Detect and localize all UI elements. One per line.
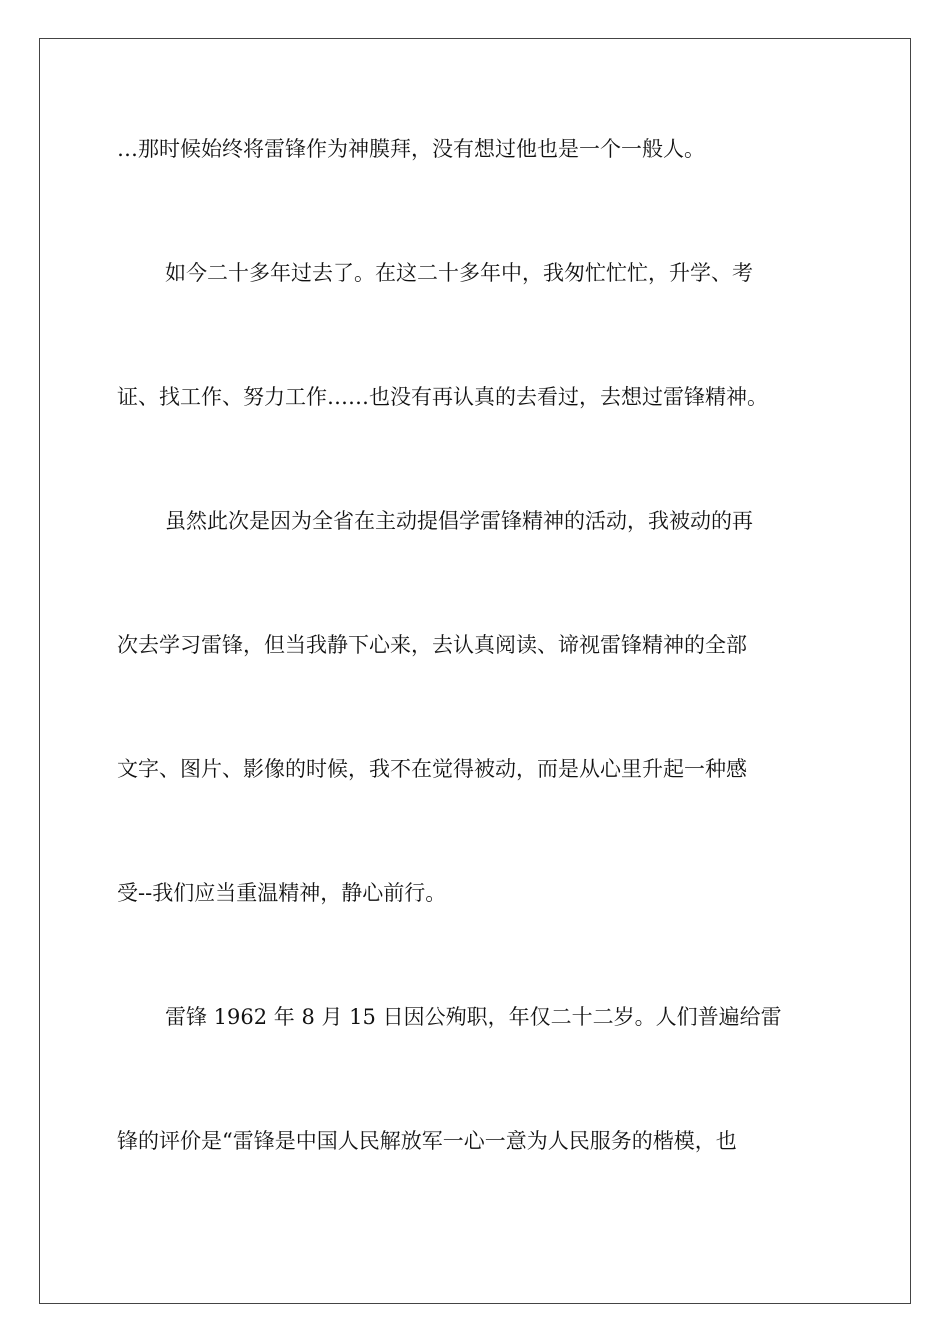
text-line-6: 文字、图片、影像的时候，我不在觉得被动，而是从心里升起一种感 <box>117 757 747 781</box>
text-line-3: 证、找工作、努力工作……也没有再认真的去看过，去想过雷锋精神。 <box>117 385 768 409</box>
text-line-7: 受--我们应当重温精神，静心前行。 <box>117 881 447 905</box>
text-line-1: …那时候始终将雷锋作为神膜拜，没有想过他也是一个一般人。 <box>117 137 705 161</box>
text-line-8: 雷锋 1962 年 8 月 15 日因公殉职，年仅二十二岁。人们普遍给雷 <box>165 1005 782 1029</box>
text-line-4: 虽然此次是因为全省在主动提倡学雷锋精神的活动，我被动的再 <box>165 509 753 533</box>
text-line-2: 如今二十多年过去了。在这二十多年中，我匆忙忙忙，升学、考 <box>165 261 753 285</box>
page-border <box>39 38 911 1304</box>
text-line-5: 次去学习雷锋，但当我静下心来，去认真阅读、谛视雷锋精神的全部 <box>117 633 747 657</box>
text-line-9: 锋的评价是“雷锋是中国人民解放军一心一意为人民服务的楷模，也 <box>117 1129 737 1153</box>
